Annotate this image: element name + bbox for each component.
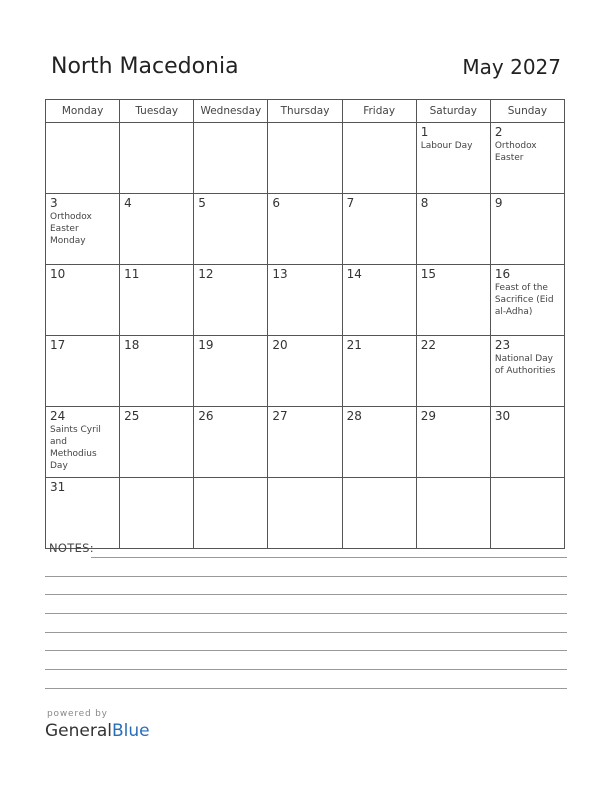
day-number: 21 <box>346 338 362 352</box>
calendar-day-cell[interactable] <box>416 123 490 194</box>
calendar-day-cell[interactable] <box>416 194 490 265</box>
note-line <box>45 594 567 595</box>
note-line <box>45 688 567 689</box>
day-number: 28 <box>346 409 362 423</box>
weekday-header: Thursday <box>268 100 342 123</box>
calendar-day-cell[interactable] <box>416 407 490 478</box>
day-number: 22 <box>420 338 436 352</box>
calendar-day-cell[interactable] <box>342 336 416 407</box>
holiday-label: Orthodox Easter Monday <box>50 212 92 246</box>
day-number: 18 <box>124 338 140 352</box>
holiday-label: Feast of the Sacrifice (Eid al-Adha) <box>494 283 554 317</box>
calendar-day-cell[interactable] <box>268 265 342 336</box>
day-number: 6 <box>272 196 281 210</box>
day-number: 20 <box>272 338 288 352</box>
generalblue-logo[interactable] <box>45 721 150 741</box>
note-line <box>45 613 567 614</box>
day-number: 27 <box>272 409 288 423</box>
calendar-day-cell[interactable] <box>342 478 416 549</box>
calendar-day-cell[interactable] <box>416 336 490 407</box>
calendar-day-cell[interactable] <box>194 478 268 549</box>
brand-general-text: General <box>45 721 112 741</box>
calendar-day-cell[interactable] <box>342 407 416 478</box>
calendar-day-cell[interactable] <box>120 407 194 478</box>
calendar-day-cell[interactable] <box>490 407 564 478</box>
weekday-header: Tuesday <box>120 100 194 123</box>
calendar-day-cell[interactable] <box>194 336 268 407</box>
calendar-day-cell[interactable] <box>120 123 194 194</box>
calendar-day-cell[interactable] <box>46 336 120 407</box>
day-number: 4 <box>124 196 132 210</box>
calendar-day-cell[interactable] <box>490 478 564 549</box>
day-number: 13 <box>272 267 288 281</box>
weekday-header: Sunday <box>490 100 564 123</box>
holiday-label: Orthodox Easter <box>494 141 537 163</box>
day-number: 2 <box>494 125 503 139</box>
weekday-header: Saturday <box>416 100 490 123</box>
day-number: 16 <box>494 267 511 281</box>
day-number: 5 <box>198 196 206 210</box>
calendar-day-cell[interactable] <box>194 194 268 265</box>
day-number: 17 <box>50 338 66 352</box>
calendar-day-cell[interactable] <box>342 265 416 336</box>
calendar-day-cell[interactable] <box>194 407 268 478</box>
note-line <box>91 557 567 558</box>
calendar-grid <box>45 99 565 549</box>
day-number: 11 <box>124 267 140 281</box>
note-line <box>45 669 567 670</box>
day-number: 7 <box>346 196 355 210</box>
calendar-day-cell[interactable] <box>194 265 268 336</box>
calendar-day-cell[interactable] <box>46 123 120 194</box>
day-number: 10 <box>50 267 66 281</box>
calendar-week-row <box>46 265 565 336</box>
calendar-day-cell[interactable] <box>46 194 120 265</box>
weekday-header: Wednesday <box>194 100 268 123</box>
day-number: 26 <box>198 409 214 423</box>
day-number: 15 <box>420 267 436 281</box>
month-year-title: May 2027 <box>462 55 561 79</box>
day-number: 31 <box>50 480 66 494</box>
calendar-day-cell[interactable] <box>46 265 120 336</box>
day-number: 12 <box>198 267 214 281</box>
country-title: North Macedonia <box>51 54 239 79</box>
calendar-day-cell[interactable] <box>490 123 564 194</box>
calendar-week-row <box>46 194 565 265</box>
day-number: 1 <box>420 125 429 139</box>
calendar-day-cell[interactable] <box>46 407 120 478</box>
calendar-day-cell[interactable] <box>268 123 342 194</box>
calendar-day-cell[interactable] <box>490 265 564 336</box>
calendar-day-cell[interactable] <box>416 265 490 336</box>
note-line <box>45 632 567 633</box>
calendar-day-cell[interactable] <box>120 265 194 336</box>
calendar-day-cell[interactable] <box>120 478 194 549</box>
calendar-day-cell[interactable] <box>342 123 416 194</box>
note-line <box>45 576 567 577</box>
calendar-day-cell[interactable] <box>194 123 268 194</box>
calendar-week-row <box>46 123 565 194</box>
day-number: 25 <box>124 409 140 423</box>
calendar-day-cell[interactable] <box>46 478 120 549</box>
brand-blue-text: Blue <box>112 721 150 741</box>
day-number: 14 <box>346 267 362 281</box>
calendar-day-cell[interactable] <box>490 336 564 407</box>
calendar-day-cell[interactable] <box>342 194 416 265</box>
notes-label: NOTES: <box>49 541 94 555</box>
holiday-label: Labour Day <box>420 141 473 151</box>
day-number: 24 <box>50 409 66 423</box>
holiday-label: National Day of Authorities <box>494 354 556 376</box>
calendar-week-row <box>46 336 565 407</box>
day-number: 30 <box>494 409 511 423</box>
powered-by-text: powered by <box>47 709 108 719</box>
calendar-day-cell[interactable] <box>416 478 490 549</box>
day-number: 9 <box>494 196 503 210</box>
weekday-header-row <box>46 100 565 123</box>
calendar-day-cell[interactable] <box>490 194 564 265</box>
calendar-day-cell[interactable] <box>268 194 342 265</box>
day-number: 8 <box>420 196 429 210</box>
weekday-header: Monday <box>46 100 120 123</box>
calendar-day-cell[interactable] <box>120 336 194 407</box>
calendar-day-cell[interactable] <box>268 407 342 478</box>
calendar-day-cell[interactable] <box>268 336 342 407</box>
calendar-day-cell[interactable] <box>268 478 342 549</box>
calendar-week-row <box>46 407 565 478</box>
holiday-label: Saints Cyril and Methodius Day <box>50 425 101 471</box>
note-line <box>45 650 567 651</box>
calendar-day-cell[interactable] <box>120 194 194 265</box>
day-number: 23 <box>494 338 511 352</box>
day-number: 19 <box>198 338 214 352</box>
day-number: 29 <box>420 409 436 423</box>
calendar-week-row <box>46 478 565 549</box>
day-number: 3 <box>50 196 58 210</box>
weekday-header: Friday <box>342 100 416 123</box>
